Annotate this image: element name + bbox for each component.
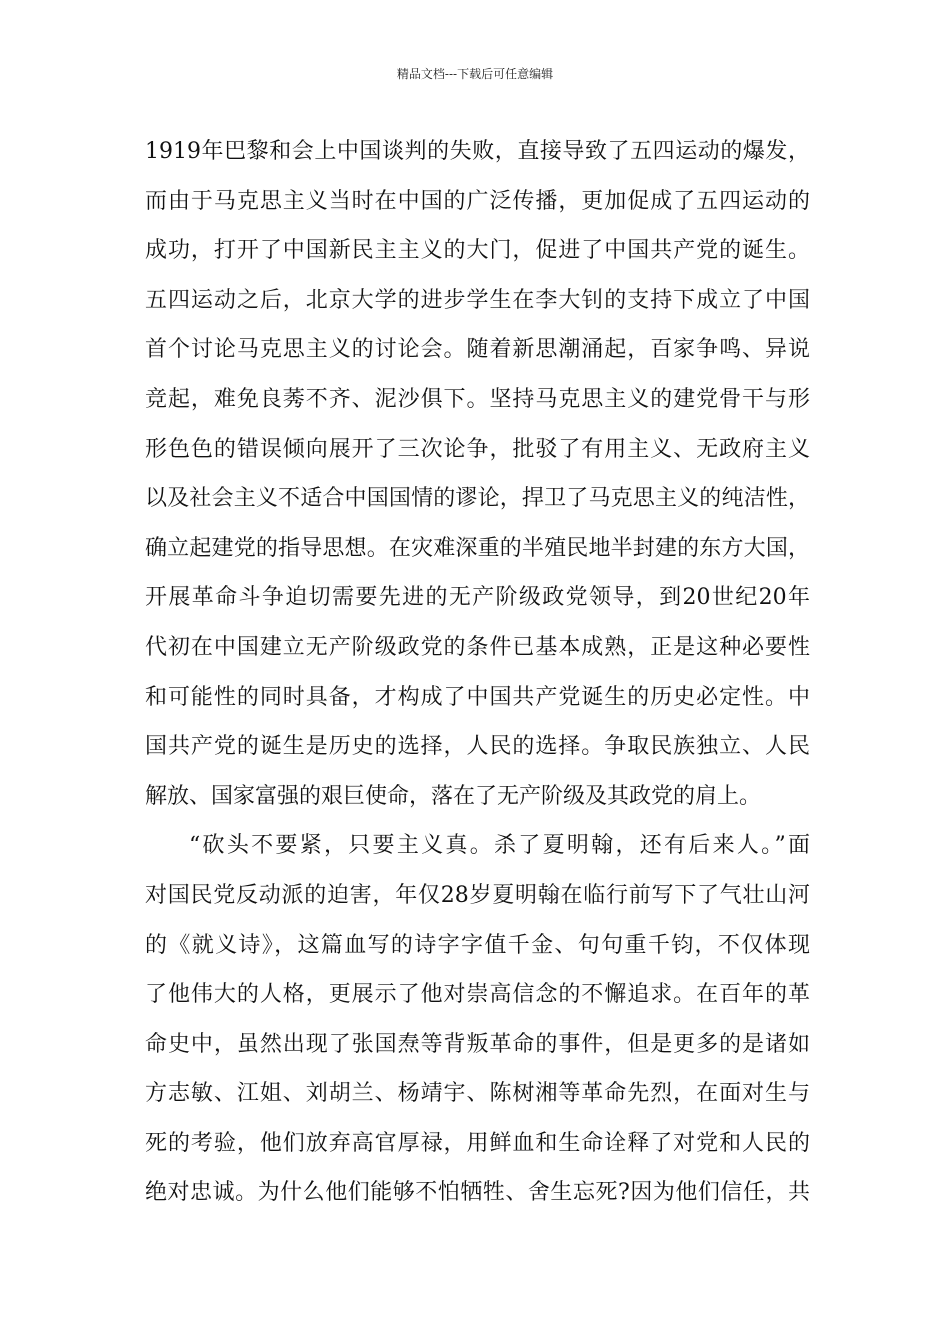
text-line: 首个讨论马克思主义的讨论会。随着新思潮涌起，百家争鸣、异说 — [145, 337, 810, 363]
text-line: 解放、国家富强的艰巨使命，落在了无产阶级及其政党的肩上。 — [145, 783, 762, 809]
text-line: 五四运动之后，北京大学的进步学生在李大钊的支持下成立了中国 — [145, 287, 810, 313]
text-line: 和可能性的同时具备，才构成了中国共产党诞生的历史必定性。中 — [145, 684, 810, 710]
page-header: 精品文档---下载后可任意编辑 — [396, 67, 554, 81]
text-line: 命史中，虽然出现了张国焘等背叛革命的事件，但是更多的是诸如 — [145, 1031, 810, 1057]
text-line: 成功，打开了中国新民主主义的大门，促进了中国共产党的诞生。 — [145, 238, 810, 264]
text-line: 确立起建党的指导思想。在灾难深重的半殖民地半封建的东方大国， — [145, 535, 810, 561]
text-line: 代初在中国建立无产阶级政党的条件已基本成熟，正是这种必要性 — [145, 634, 810, 660]
text-line: 绝对忠诚。为什么他们能够不怕牺牲、舍生忘死?因为他们信任，共 — [145, 1180, 810, 1206]
text-line: 对国民党反动派的迫害，年仅28岁夏明翰在临行前写下了气壮山河 — [145, 882, 810, 908]
text-line: 1919年巴黎和会上中国谈判的失败，直接导致了五四运动的爆发， — [145, 139, 810, 164]
text-line: 竞起，难免良莠不齐、泥沙俱下。坚持马克思主义的建党骨干与形 — [145, 386, 810, 412]
text-line: “砍头不要紧，只要主义真。杀了夏明翰，还有后来人。”面 — [189, 833, 810, 859]
text-line: 形色色的错误倾向展开了三次论争，批驳了有用主义、无政府主义 — [145, 436, 810, 462]
text-line: 的《就义诗》，这篇血写的诗字字值千金、句句重千钧，不仅体现 — [145, 932, 810, 958]
text-line: 而由于马克思主义当时在中国的广泛传播，更加促成了五四运动的 — [145, 188, 810, 214]
text-line: 以及社会主义不适合中国国情的谬论，捍卫了马克思主义的纯洁性， — [145, 486, 810, 512]
paragraph-1 — [145, 132, 810, 826]
text-line: 方志敏、江姐、刘胡兰、杨靖宇、陈树湘等革命先烈，在面对生与 — [145, 1081, 810, 1107]
document-body — [145, 132, 810, 1223]
paragraph-2 — [145, 826, 810, 1223]
text-line: 了他伟大的人格，更展示了他对崇高信念的不懈追求。在百年的革 — [145, 982, 810, 1008]
text-line: 开展革命斗争迫切需要先进的无产阶级政党领导，到20世纪20年 — [145, 585, 810, 611]
text-line: 死的考验，他们放弃高官厚禄，用鲜血和生命诠释了对党和人民的 — [145, 1130, 810, 1156]
text-line: 国共产党的诞生是历史的选择，人民的选择。争取民族独立、人民 — [145, 734, 810, 760]
